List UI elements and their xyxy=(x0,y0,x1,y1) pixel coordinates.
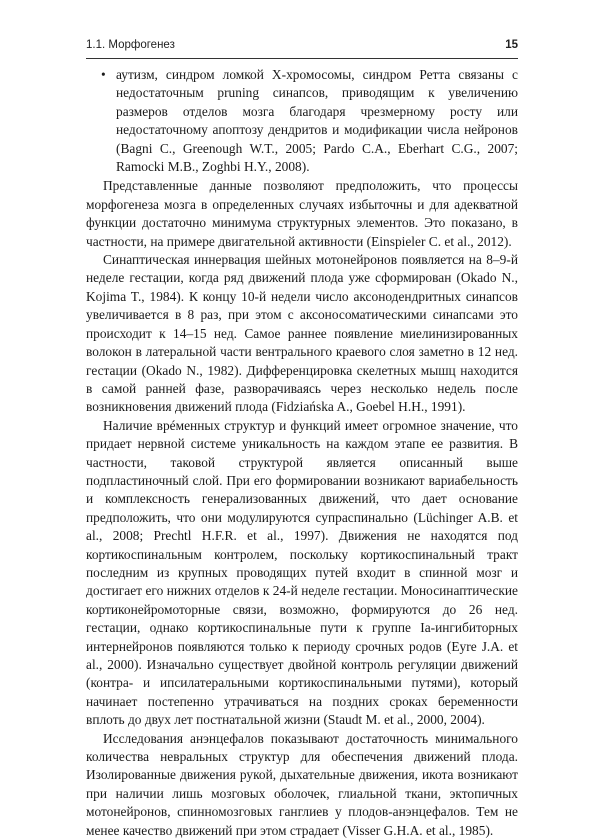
bullet-list-item xyxy=(86,66,518,176)
paragraph-1: Представленные данные позволяют предположить, что процессы морфогенеза мозга в определенных случаях избыточны и для адекватной функции достаточно минимума структурных элементов. Это показано, в частности, на примере двигательной активности (Einspieler C. et al., 2012). xyxy=(86,178,518,249)
header-rule xyxy=(86,58,518,59)
bullet-icon: • xyxy=(101,67,106,82)
running-head xyxy=(86,39,518,55)
bullet-text: аутизм, синдром ломкой X-хромосомы, синдром Ретта связаны с недостаточным pruning синапсов, приводящим к увеличению размеров отделов мозга благодаря чрезмерному росту или недостаточному апоптозу дендритов и модификации числа нейронов (Bagni C., Greenough W.T., 2005; Pardo C.A., Eberhart C.G., 2007; Ramocki M.B., Zoghbi H.Y., 2008). xyxy=(116,67,518,175)
page-number: 15 xyxy=(505,39,518,51)
body-text xyxy=(86,66,518,840)
paragraph-4: Исследования анэнцефалов показывают достаточность минимального количества невральных структур для обеспечения движений плода. Изолированные движения рукой, дыхательные движения, икота возникают при наличии лишь мозговых оболочек, глиальной ткани, эктопичных мотонейронов, спинномозговых ганглиев у плодов-анэнцефалов. Тем не менее качество движений при этом страдает (Visser G.H.A. et al., 1985). xyxy=(86,730,518,838)
section-title: 1.1. Морфогенез xyxy=(86,39,175,51)
paragraph-2: Синаптическая иннервация шейных мотонейронов появляется на 8–9-й неделе гестации, когда ряд движений плода уже сформирован (Okado N., Kojima T., 1984). К концу 10-й недели число аксонодендритных синапсов увеличивается в 8 раз, при этом с аксоносоматическими синапсами это происходит к 14–15 нед. Самое раннее появление миелинизированных волокон в латеральной части вентрального краевого слоя заметно в 12 нед. гестации (Okado N., 1982). Дифференцировка скелетных мышц находится в самой ранней фазе, разворачиваясь через несколько недель после возникновения движений плода (Fidziańska A., Goebel H.H., 1991). xyxy=(86,252,518,415)
paragraph-3: Наличие врéменных структур и функций имеет огромное значение, что придает нервной системе уникальность на каждом этапе ее развития. В частности, таковой структурой является описанный выше подпластиночный слой. При его формировании возникают вариабельность и комплексность генерализованных движений, что дает основание предположить, что они модулируются супраспинально (Lüchinger A.B. et al., 2008; Prechtl H.F.R. et al., 1997). Движения не находятся под кортикоспинальным контролем, поскольку кортикоспинальный тракт последним из крупных проводящих путей входит в спинной мозг и достигает его нижних отделов к 24-й неделе гестации. Моносинаптические кортиконейромоторные связи, возможно, формируются до 26 нед. гестации, однако кортикоспинальные пути к группе Ia-ингибиторных интернейронов появляются только к периоду срочных родов (Eyre J.A. et al., 2000). Изначально существует двойной контроль регуляции движений (контра- и ипсилатеральными кортикоспинальными путями), который начинает постепенно утрачиваться на поздних сроках беременности вплоть до двух лет постнатальной жизни (Staudt M. et al., 2000, 2004). xyxy=(86,417,518,728)
